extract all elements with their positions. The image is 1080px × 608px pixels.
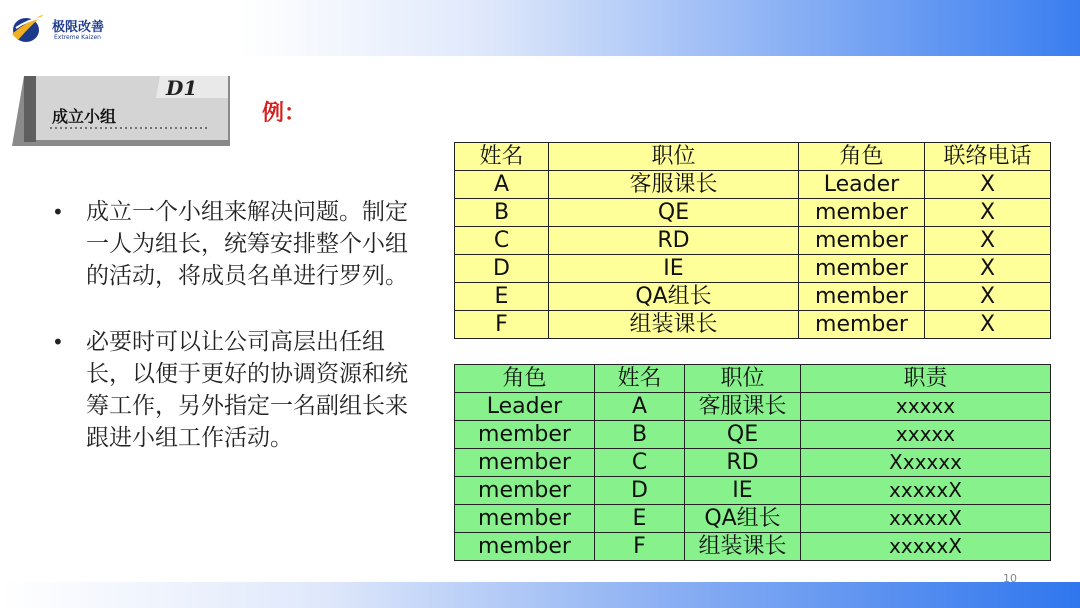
- roles-table: [454, 364, 1051, 561]
- members-table: [454, 142, 1051, 339]
- header-bar: [0, 0, 1080, 56]
- table-cell: Leader: [799, 171, 925, 199]
- bullet-text: 成立一个小组来解决问题。制定一人为组长，统筹安排整个小组的活动，将成员名单进行罗列。: [86, 199, 408, 289]
- header-cell: 职责: [801, 365, 1051, 393]
- table-header-row: [455, 143, 1051, 171]
- table-cell: member: [455, 477, 595, 505]
- table-cell: 组装课长: [549, 311, 799, 339]
- table-cell: member: [799, 227, 925, 255]
- header-cell: 联络电话: [925, 143, 1051, 171]
- table-cell: xxxxxX: [801, 477, 1051, 505]
- table-cell: E: [455, 283, 549, 311]
- table-row: [455, 477, 1051, 505]
- table-cell: RD: [685, 449, 801, 477]
- bullet-list: [48, 196, 418, 488]
- table-cell: B: [455, 199, 549, 227]
- table-row: [455, 255, 1051, 283]
- table-row: [455, 311, 1051, 339]
- table-cell: member: [799, 311, 925, 339]
- section-header: [10, 68, 236, 150]
- table-cell: 客服课长: [685, 393, 801, 421]
- table-cell: RD: [549, 227, 799, 255]
- table-cell: Leader: [455, 393, 595, 421]
- bullet-dot-icon: •: [52, 200, 64, 224]
- table-cell: C: [455, 227, 549, 255]
- table-row: [455, 199, 1051, 227]
- bullet-text: 必要时可以让公司高层出任组长，以便于更好的协调资源和统筹工作，另外指定一名副组长来跟进小组工作活动。: [86, 329, 408, 451]
- brand-name: 极限改善: [52, 20, 105, 35]
- example-label: 例：: [262, 101, 307, 126]
- table-cell: member: [455, 505, 595, 533]
- header-cell: 姓名: [595, 365, 685, 393]
- table-cell: F: [595, 533, 685, 561]
- table-cell: B: [595, 421, 685, 449]
- table-row: [455, 421, 1051, 449]
- table-cell: X: [925, 311, 1051, 339]
- table-row: [455, 393, 1051, 421]
- table-cell: A: [595, 393, 685, 421]
- table-cell: IE: [549, 255, 799, 283]
- bullet-dot-icon: •: [52, 330, 64, 354]
- table-row: [455, 227, 1051, 255]
- header-cell: 职位: [685, 365, 801, 393]
- brand-logo: [10, 8, 130, 48]
- table-cell: xxxxx: [801, 421, 1051, 449]
- table-cell: QE: [685, 421, 801, 449]
- table-cell: QE: [549, 199, 799, 227]
- bullet-item: [48, 326, 418, 454]
- table-cell: A: [455, 171, 549, 199]
- page-number: 10: [1003, 572, 1017, 585]
- header-cell: 角色: [455, 365, 595, 393]
- footer-bar: [0, 582, 1080, 608]
- table-cell: QA组长: [685, 505, 801, 533]
- table-cell: member: [799, 199, 925, 227]
- table-cell: X: [925, 255, 1051, 283]
- table-cell: IE: [685, 477, 801, 505]
- section-title: 成立小组: [52, 107, 117, 126]
- header-cell: 职位: [549, 143, 799, 171]
- table-cell: 组装课长: [685, 533, 801, 561]
- section-code: D1: [166, 76, 198, 100]
- table-cell: xxxxxX: [801, 505, 1051, 533]
- header-cell: 角色: [799, 143, 925, 171]
- table-cell: D: [455, 255, 549, 283]
- table-cell: xxxxx: [801, 393, 1051, 421]
- table-row: [455, 505, 1051, 533]
- table-cell: F: [455, 311, 549, 339]
- logo-swoosh-icon: [10, 8, 46, 48]
- table-cell: X: [925, 283, 1051, 311]
- table-cell: member: [799, 255, 925, 283]
- table-header-row: [455, 365, 1051, 393]
- table-cell: member: [455, 421, 595, 449]
- table-row: [455, 449, 1051, 477]
- table-cell: member: [799, 283, 925, 311]
- table-cell: D: [595, 477, 685, 505]
- table-row: [455, 533, 1051, 561]
- table-row: [455, 283, 1051, 311]
- table-cell: X: [925, 171, 1051, 199]
- table-cell: xxxxxX: [801, 533, 1051, 561]
- table-row: [455, 171, 1051, 199]
- table-cell: E: [595, 505, 685, 533]
- table-cell: QA组长: [549, 283, 799, 311]
- table-cell: X: [925, 227, 1051, 255]
- table-cell: member: [455, 449, 595, 477]
- table-cell: C: [595, 449, 685, 477]
- table-cell: X: [925, 199, 1051, 227]
- header-cell: 姓名: [455, 143, 549, 171]
- section-tab-shape: [10, 68, 236, 150]
- bullet-item: [48, 196, 418, 292]
- table-cell: Xxxxxx: [801, 449, 1051, 477]
- table-cell: member: [455, 533, 595, 561]
- table-cell: 客服课长: [549, 171, 799, 199]
- brand-tagline: Extreme Kaizen: [54, 34, 101, 41]
